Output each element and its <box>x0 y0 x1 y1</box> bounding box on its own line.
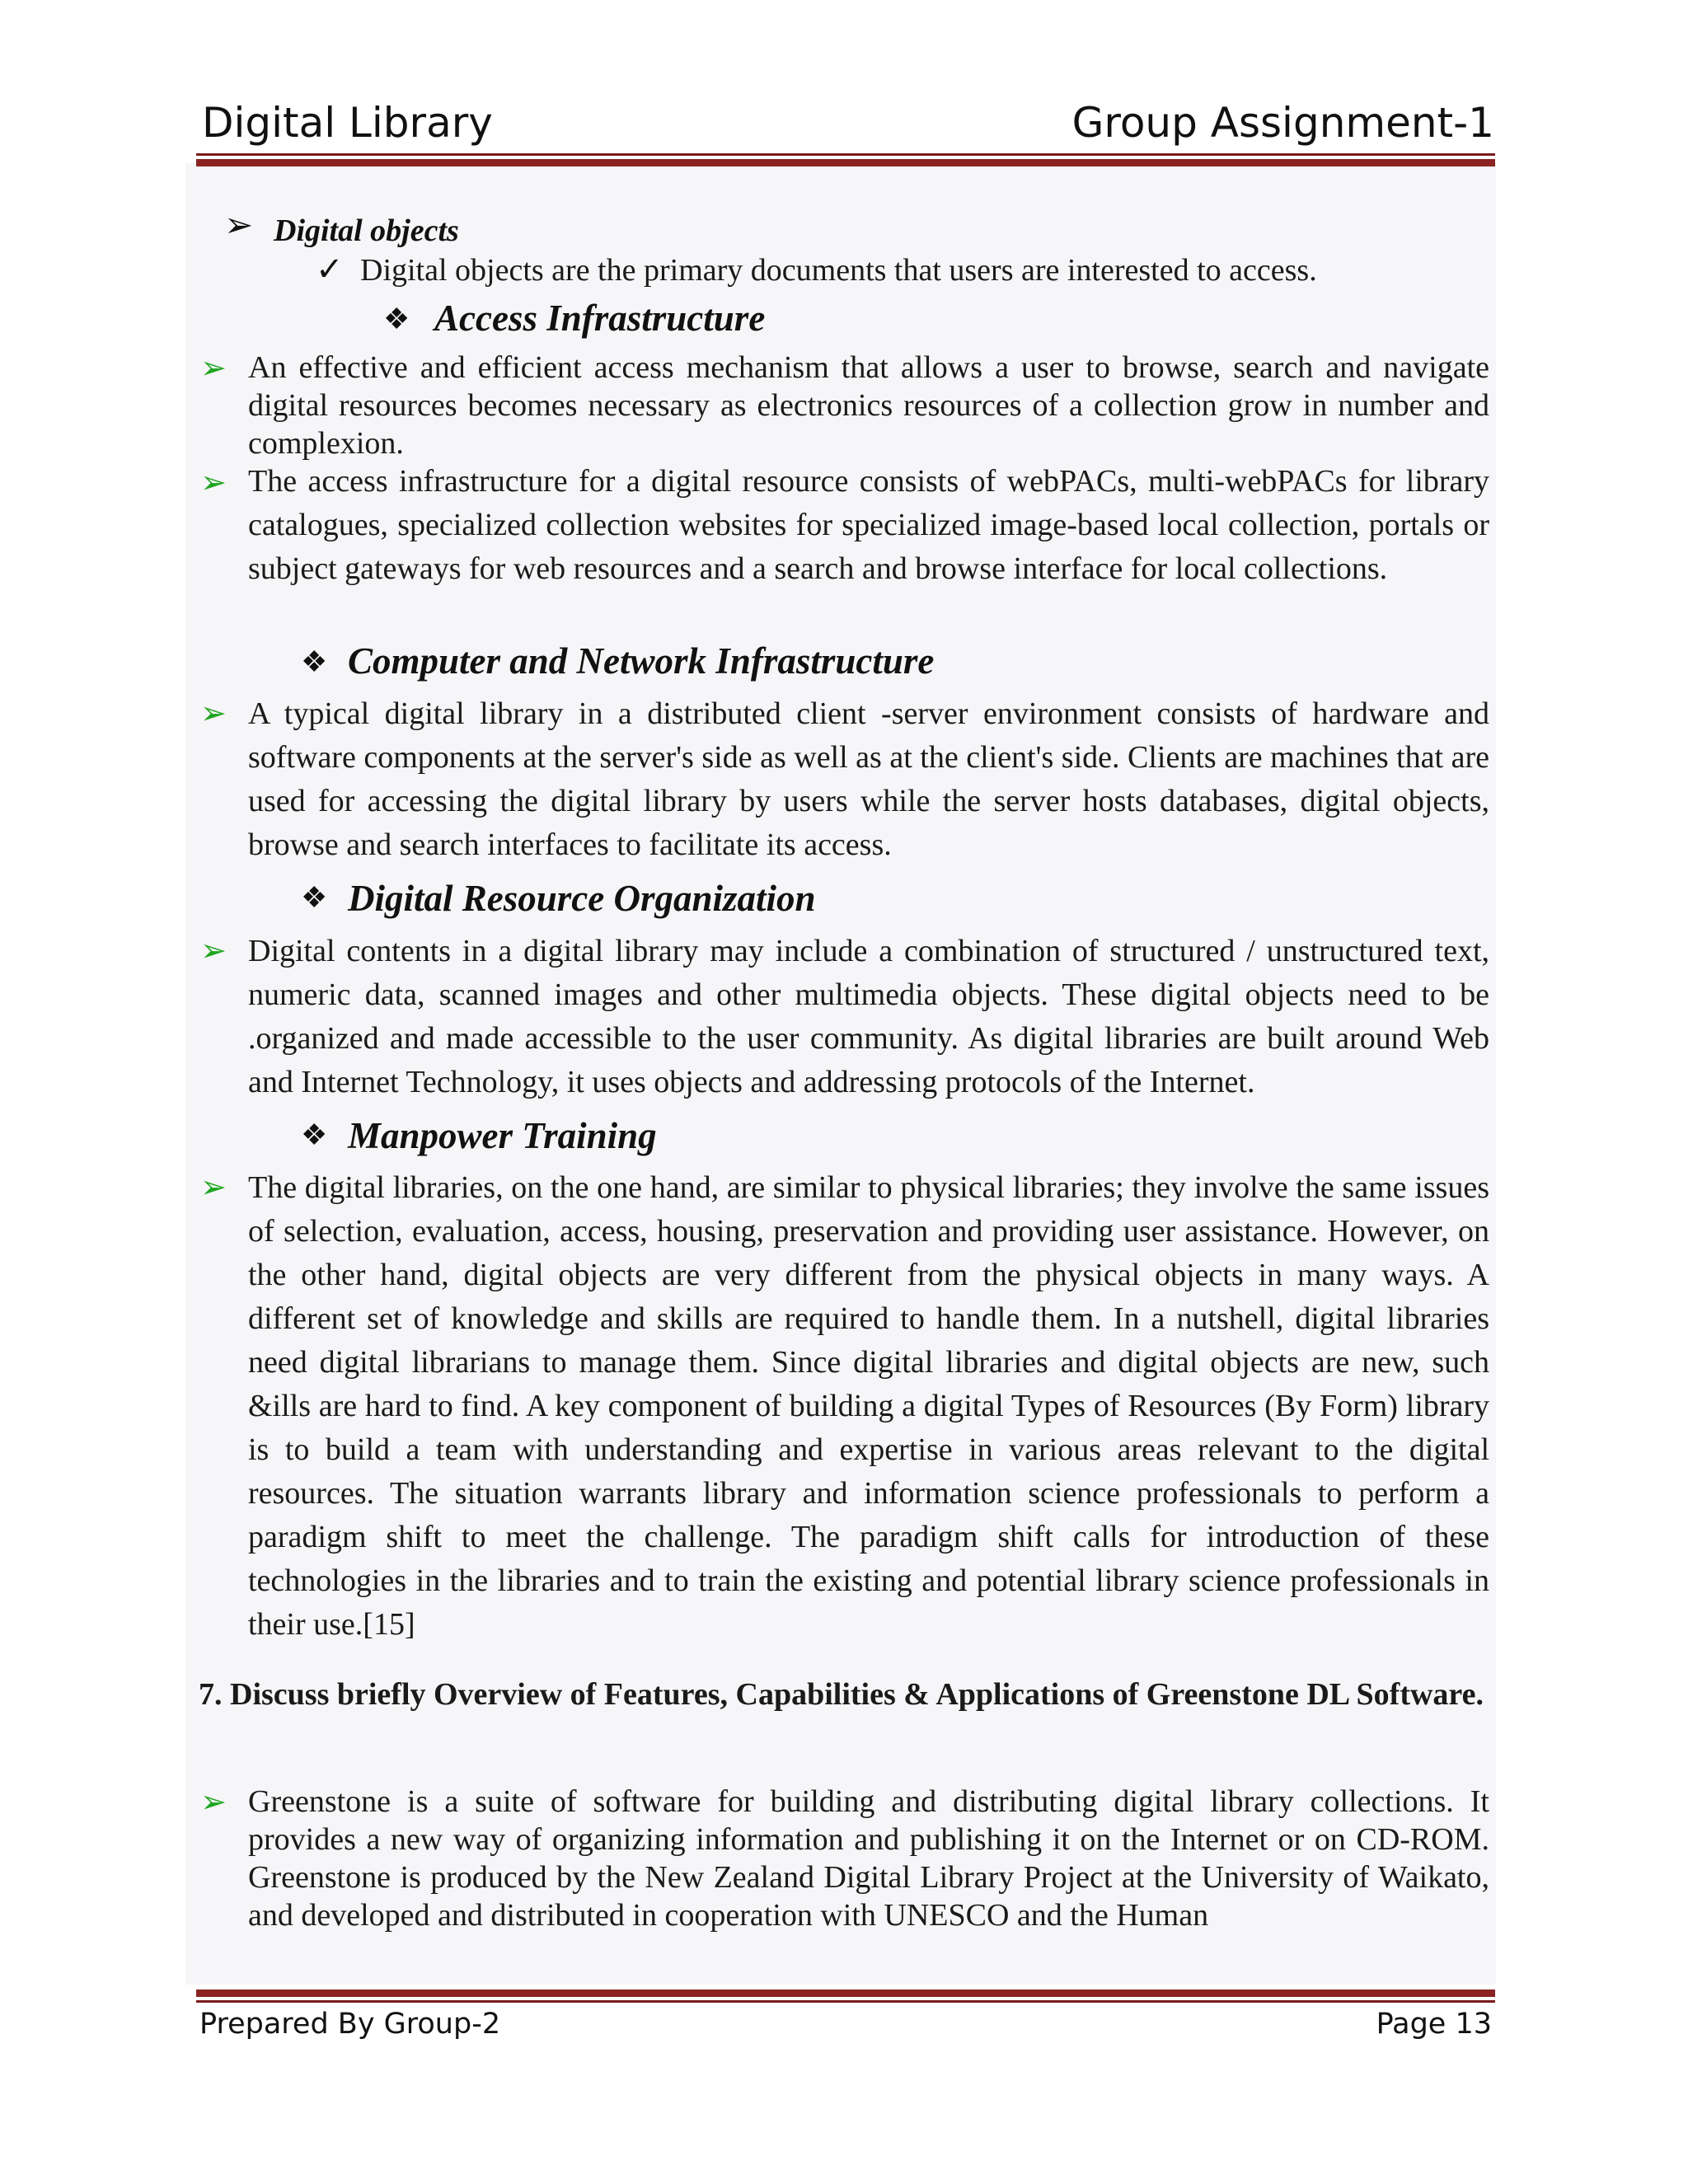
arrow-bullet-icon: ➢ <box>200 466 227 500</box>
computer-network-heading: Computer and Network Infrastructure <box>348 640 935 682</box>
computer-network-paragraph: A typical digital library in a distributed client -server environment consists of hardware and software components at the server's side as well as at the client's side. Clients are machines that are used for accessing the digital library by users while the server hosts databases, digital objects, browse and search interfaces to facilitate its access. <box>248 696 1489 862</box>
access-paragraph-1: An effective and efficient access mechanism that allows a user to browse, search and navigate digital resources becomes necessary as electronics resources of a collection grow in number and complexion. <box>248 350 1489 461</box>
digital-objects-text: Digital objects are the primary documents that users are interested to access. <box>360 253 1317 288</box>
arrow-bullet-icon: ➢ <box>200 934 227 968</box>
header-title-right: Group Assignment-1 <box>1071 99 1494 147</box>
manpower-training-heading: Manpower Training <box>348 1115 657 1156</box>
footer-rule-thick <box>196 1990 1495 1997</box>
diamond-bullet-icon: ❖ <box>383 302 410 335</box>
header-rule-thick <box>196 159 1495 166</box>
question-7-title: 7. Discuss briefly Overview of Features, Capabilities & Applications of Greenstone DL Software. <box>199 1677 1484 1712</box>
diamond-bullet-icon: ❖ <box>301 881 328 914</box>
header-title-left: Digital Library <box>202 99 493 147</box>
resource-organization-heading: Digital Resource Organization <box>348 878 816 919</box>
check-bullet-icon: ✓ <box>316 251 344 288</box>
access-paragraph-2: The access infrastructure for a digital resource consists of webPACs, multi-webPACs for library catalogues, specialized collection websites for specialized image-based local collection, portals or subject gateways for web resources and a search and browse interface for local collections. <box>248 464 1489 586</box>
diamond-bullet-icon: ❖ <box>301 1118 328 1151</box>
manpower-training-paragraph: The digital libraries, on the one hand, are similar to physical libraries; they involve the same issues of selection, evaluation, access, housing, preservation and providing user assistance. However, on the other hand, digital objects are very different from the physical objects in many ways. A different set of knowledge and skills are required to handle them. In a nutshell, digital libraries need digital librarians to manage them. Since digital libraries and digital objects are new, such &ills are hard to find. A key component of building a digital Types of Resources (By Form) library is to build a team with understanding and expertise in various areas relevant to the digital resources. The situation warrants library and information science professionals to perform a paradigm shift to meet the challenge. The paradigm shift calls for introduction of these technologies in the libraries and to train the existing and potential library science professionals in their use.[15] <box>248 1170 1489 1642</box>
resource-organization-paragraph: Digital contents in a digital library may include a combination of structured / unstructured text, numeric data, scanned images and other multimedia objects. These digital objects need to be .organized and made accessible to the user community. As digital libraries are built around Web and Internet Technology, it uses objects and addressing protocols of the Internet. <box>248 934 1489 1099</box>
page-footer <box>199 2001 1492 2050</box>
digital-objects-heading: Digital objects <box>274 213 459 248</box>
greenstone-paragraph: Greenstone is a suite of software for building and distributing digital library collections. It provides a new way of organizing information and publishing it on the Internet or on CD-ROM. Greenstone is produced by the New Zealand Digital Library Project at the University of Waikato, and developed and distributed in cooperation with UNESCO and the Human <box>248 1784 1489 1933</box>
diamond-bullet-icon: ❖ <box>301 645 328 678</box>
arrow-bullet-icon: ➢ <box>200 1785 227 1820</box>
footer-left: Prepared By Group-2 <box>199 2008 501 2041</box>
access-infrastructure-heading: Access Infrastructure <box>434 298 766 339</box>
page-header <box>202 99 1494 157</box>
arrow-bullet-icon: ➢ <box>200 351 227 386</box>
arrow-bullet-icon: ➢ <box>224 207 254 245</box>
arrow-bullet-icon: ➢ <box>200 696 227 731</box>
arrow-bullet-icon: ➢ <box>200 1170 227 1205</box>
header-rule-thin <box>196 153 1495 156</box>
page-number: Page 13 <box>1376 2008 1492 2041</box>
